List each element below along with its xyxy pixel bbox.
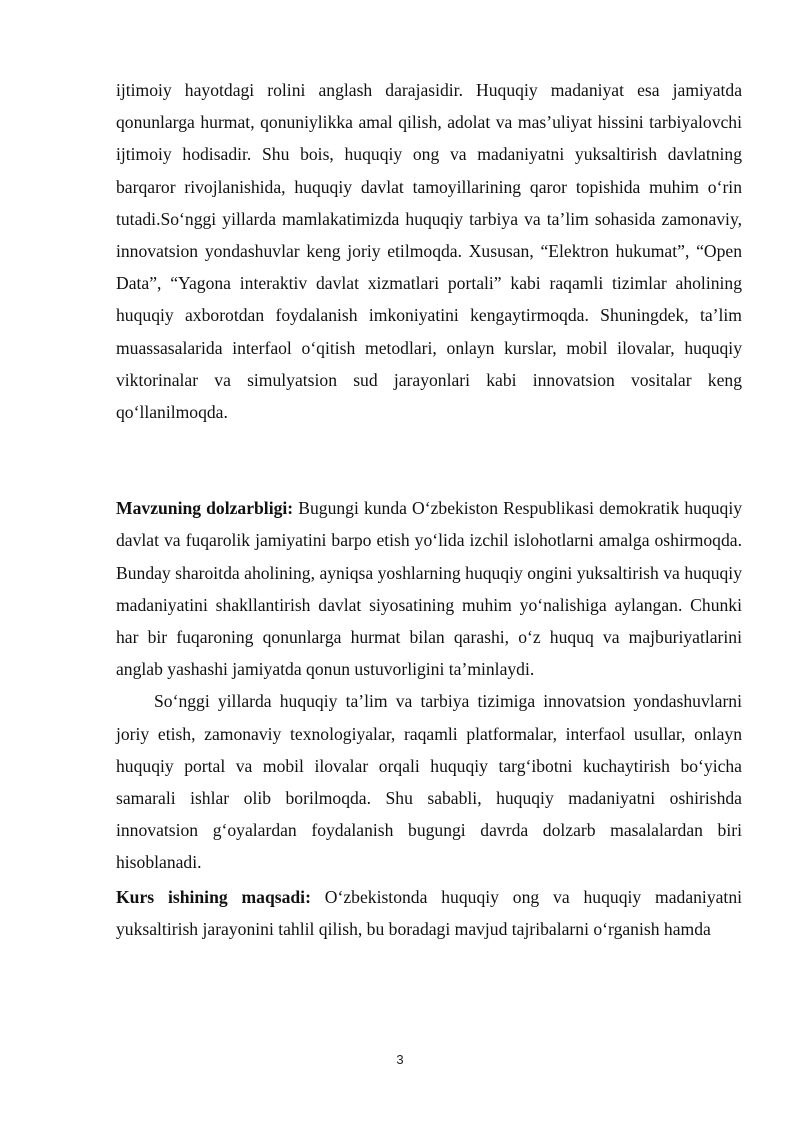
relevance-heading: Mavzuning dolzarbligi: (116, 498, 294, 519)
body-paragraph-relevance (116, 492, 742, 685)
page-number: 3 (396, 1052, 404, 1067)
goal-heading: Kurs ishining maqsadi: (116, 886, 311, 907)
relevance-text: Bugungi kunda O‘zbekiston Respublikasi demokratik huquqiy davlat va fuqarolik jamiyatini barpo etish yo‘lida izchil islohotlarni amalga oshirmoqda. Bunday sharoitda aholining, ayniqsa yoshlarning huquqiy ongini yuksaltirish va huquqiy madaniyatini shakllantirish davlat siyosatining muhim yo‘nalishiga aylangan. Chunki har bir fuqaroning qonunlarga hurmat bilan qarashi, o‘z huquq va majburiyatlarini anglab yashashi jamiyatda qonun ustuvorligini ta’minlaydi. (116, 498, 742, 680)
body-paragraph-goal (116, 881, 742, 945)
goal-text: O‘zbekistonda huquqiy ong va huquqiy madaniyatni yuksaltirish jarayonini tahlil qilish, bu boradagi mavjud tajribalarni o‘rganish hamda (116, 886, 743, 939)
paragraph-spacer (116, 428, 742, 492)
body-paragraph-intro: ijtimoiy hayotdagi rolini anglash darajasidir. Huquqiy madaniyat esa jamiyatda qonunlarga hurmat, qonuniylikka amal qilish, adolat va mas’uliyat hissini tarbiyalovchi ijtimoiy hodisadir. Shu bois, huquqiy ong va madaniyatni yuksaltirish davlatning barqaror rivojlanishida, huquqiy davlat tamoyillarining qaror topishida muhim o‘rin tutadi.So‘nggi yillarda mamlakatimizda huquqiy tarbiya va ta’lim sohasida zamonaviy, innovatsion yondashuvlar keng joriy etilmoqda. Xususan, “Elektron hukumat”, “Open Data”, “Yagona interaktiv davlat xizmatlari portali” kabi raqamli tizimlar aholining huquqiy axborotdan foydalanish imkoniyatini kengaytirmoqda. Shuningdek, ta’lim muassasalarida interfaol o‘qitish metodlari, onlayn kurslar, mobil ilovalar, huquqiy viktorinalar va simulyatsion sud jarayonlari kabi innovatsion vositalar keng qo‘llanilmoqda. (116, 80, 742, 423)
body-paragraph-innovations: So‘nggi yillarda huquqiy ta’lim va tarbiya tizimiga innovatsion yondashuvlarni joriy etish, zamonaviy texnologiyalar, raqamli platformalar, interfaol usullar, onlayn huquqiy portal va mobil ilovalar orqali huquqiy targ‘ibotni kuchaytirish bo‘yicha samarali ishlar olib borilmoqda. Shu sababli, huquqiy madaniyatni oshirishda innovatsion g‘oyalardan foydalanish bugungi davrda dolzarb masalalardan biri hisoblanadi. (116, 691, 742, 873)
